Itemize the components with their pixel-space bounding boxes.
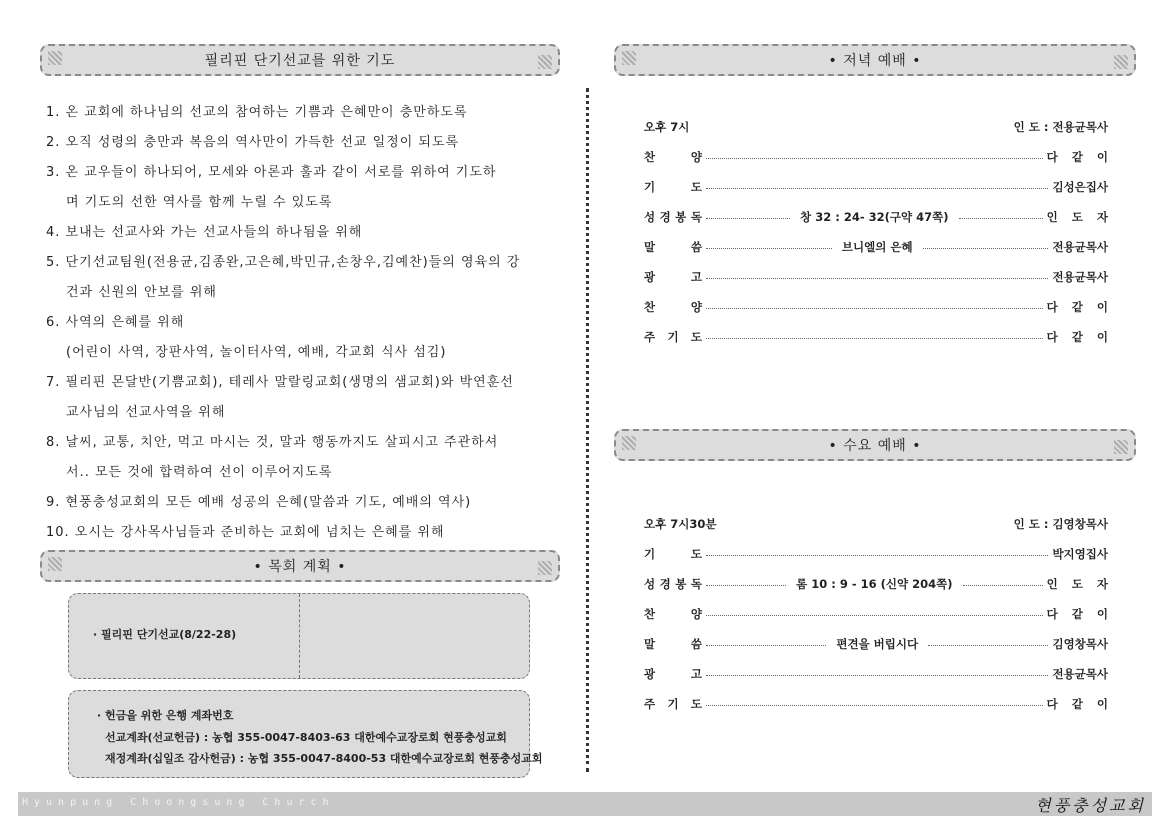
order-label	[644, 149, 702, 165]
plan-header	[40, 550, 560, 582]
order-detail: 창 32 : 24- 32(구약 47쪽)	[800, 210, 949, 224]
order-row	[644, 569, 1114, 599]
order-label-char: 성	[644, 577, 656, 591]
order-label-char: 도	[690, 180, 702, 194]
order-row	[644, 629, 1108, 659]
dot-leader	[923, 248, 1049, 249]
order-detail: 브니엘의 은혜	[841, 240, 913, 254]
order-row	[644, 322, 1113, 352]
prayer-line: 3. 온 교우들이 하나되어, 모세와 아론과 훌과 같이 서로를 위하여 기도하	[46, 165, 497, 180]
order-label-char: 도	[690, 330, 702, 344]
order-row	[644, 232, 1108, 262]
prayer-line: 8. 날씨, 교통, 치안, 먹고 마시는 것, 말과 행동까지도 살피시고 주관하셔	[46, 435, 499, 450]
order-label	[644, 576, 702, 592]
prayer-line: 5. 단기선교팀원(전용균,김종완,고은혜,박민규,손창우,김예찬)들의 영육의 강	[46, 255, 521, 270]
order-label	[644, 329, 702, 345]
wednesday-top-row	[644, 509, 1108, 539]
footer-english-name: Hyunpung Choongsung Church	[22, 797, 335, 808]
order-label-char: 경	[659, 577, 671, 591]
plan-title: • 목회 계획 •	[253, 559, 347, 575]
dot-leader	[706, 338, 1043, 339]
order-label-char: 양	[690, 607, 702, 621]
order-person: 다 같 이	[1046, 607, 1113, 621]
corner-ornament-icon	[48, 51, 62, 65]
dot-leader	[706, 675, 1048, 676]
wednesday-title: • 수요 예배 •	[828, 438, 922, 454]
footer-bar	[18, 792, 1152, 816]
order-row	[644, 202, 1114, 232]
order-label	[644, 299, 702, 315]
dot-leader	[706, 705, 1043, 706]
prayer-line: 7. 필리핀 몬달반(기쁨교회), 테레사 말랄링교회(생명의 샘교회)와 박연훈선	[46, 375, 514, 390]
order-person: 전용균목사	[1052, 667, 1108, 681]
order-label-char: 씀	[690, 240, 702, 254]
dot-leader	[959, 218, 1043, 219]
order-person: 김영창목사	[1052, 637, 1109, 651]
order-label-char: 씀	[690, 637, 702, 651]
order-row	[644, 172, 1108, 202]
order-label-char: 기	[667, 697, 679, 711]
order-label-char: 고	[690, 270, 702, 284]
column-divider	[586, 88, 589, 772]
order-label	[644, 636, 702, 652]
order-label-char: 도	[690, 547, 702, 561]
offering-line-mission: 선교계좌(선교헌금) : 농협 355-0047-8403-63 대한예수교장로회 현풍충성교회	[105, 731, 507, 744]
order-label-char: 성	[644, 210, 656, 224]
wednesday-rows	[644, 539, 1114, 719]
dot-leader	[706, 188, 1048, 189]
order-label-char: 양	[690, 300, 702, 314]
order-person: 인 도 자	[1046, 577, 1114, 591]
dot-leader	[706, 645, 826, 646]
order-person: 다 같 이	[1046, 300, 1113, 314]
evening-top-row	[644, 112, 1108, 142]
plan-item: · 필리핀 단기선교(8/22-28)	[93, 628, 237, 641]
prayer-line: 교사님의 선교사역을 위해	[66, 405, 226, 420]
prayer-line: 10. 오시는 강사목사님들과 준비하는 교회에 넘치는 은혜를 위해	[46, 525, 445, 540]
order-person: 다 같 이	[1046, 330, 1113, 344]
prayer-line: 1. 온 교회에 하나님의 선교의 참여하는 기쁨과 은혜만이 충만하도록	[46, 105, 468, 120]
order-label-char: 봉	[675, 577, 687, 591]
corner-ornament-icon	[538, 561, 552, 575]
dot-leader	[706, 278, 1048, 279]
order-row	[644, 539, 1108, 569]
order-label-char: 광	[644, 667, 656, 681]
order-person: 김성은집사	[1052, 180, 1108, 194]
wednesday-time: 오후 7시30분	[644, 517, 717, 531]
corner-ornament-icon	[622, 436, 636, 450]
order-label-char: 찬	[644, 607, 656, 621]
order-label-char: 주	[644, 330, 656, 344]
order-label-char: 기	[667, 330, 679, 344]
offering-title: · 헌금을 위한 은행 계좌번호	[97, 709, 234, 722]
order-label	[644, 666, 702, 682]
order-detail: 롬 10 : 9 - 16 (신약 204쪽)	[796, 577, 953, 591]
prayer-title: 필리핀 단기선교를 위한 기도	[204, 53, 396, 69]
order-row	[644, 659, 1108, 689]
order-label-char: 찬	[644, 300, 656, 314]
plan-divider	[299, 594, 300, 678]
order-row	[644, 142, 1113, 172]
order-label-char: 양	[690, 150, 702, 164]
dot-leader	[706, 248, 832, 249]
prayer-line: 4. 보내는 선교사와 가는 선교사들의 하나됨을 위해	[46, 225, 363, 240]
order-person: 다 같 이	[1046, 697, 1113, 711]
order-label-char: 도	[690, 697, 702, 711]
prayer-header	[40, 44, 560, 76]
corner-ornament-icon	[622, 51, 636, 65]
dot-leader	[706, 308, 1043, 309]
evening-time: 오후 7시	[644, 120, 690, 134]
corner-ornament-icon	[48, 557, 62, 571]
order-label-char: 독	[690, 210, 702, 224]
corner-ornament-icon	[1114, 440, 1128, 454]
wednesday-order	[644, 509, 1114, 719]
dot-leader	[706, 218, 790, 219]
prayer-line: 며 기도의 선한 역사를 함께 누릴 수 있도록	[66, 195, 333, 210]
offering-line-finance: 재정계좌(십일조 감사헌금) : 농협 355-0047-8400-53 대한예수교장로회 현풍충성교회	[105, 752, 543, 765]
order-label-char: 고	[690, 667, 702, 681]
order-label-char: 기	[644, 547, 656, 561]
order-label	[644, 179, 702, 195]
order-label-char: 기	[644, 180, 656, 194]
dot-leader	[706, 158, 1043, 159]
prayer-list	[46, 98, 556, 548]
order-label	[644, 696, 702, 712]
dot-leader	[706, 585, 786, 586]
corner-ornament-icon	[1114, 55, 1128, 69]
evening-header	[614, 44, 1136, 76]
evening-title: • 저녁 예배 •	[828, 53, 922, 69]
order-label-char: 찬	[644, 150, 656, 164]
prayer-line: 9. 현풍충성교회의 모든 예배 성공의 은혜(말씀과 기도, 예배의 역사)	[46, 495, 472, 510]
offering-box	[68, 690, 543, 778]
prayer-line: 서.. 모든 것에 합력하여 선이 이루어지도록	[66, 465, 333, 480]
order-person: 인 도 자	[1046, 210, 1114, 224]
order-row	[644, 599, 1113, 629]
wednesday-leader: 인 도 : 김영창목사	[1013, 517, 1108, 531]
plan-box	[68, 593, 530, 679]
order-label-char: 주	[644, 697, 656, 711]
order-label	[644, 269, 702, 285]
order-person: 다 같 이	[1046, 150, 1113, 164]
order-row	[644, 262, 1108, 292]
dot-leader	[963, 585, 1043, 586]
order-label	[644, 239, 702, 255]
order-label-char: 독	[690, 577, 702, 591]
order-person: 박지영집사	[1052, 547, 1108, 561]
prayer-line: 6. 사역의 은혜를 위해	[46, 315, 185, 330]
prayer-line: 건과 신원의 안보를 위해	[66, 285, 217, 300]
prayer-line: (어린이 사역, 장판사역, 놀이터사역, 예배, 각교회 식사 섬김)	[66, 345, 447, 360]
order-person: 전용균목사	[1052, 240, 1108, 254]
evening-rows	[644, 142, 1114, 352]
order-row	[644, 689, 1113, 719]
evening-order	[644, 112, 1114, 352]
order-label-char: 말	[644, 240, 656, 254]
order-label-char: 광	[644, 270, 656, 284]
evening-leader: 인 도 : 전용균목사	[1013, 120, 1108, 134]
corner-ornament-icon	[538, 55, 552, 69]
order-detail: 편견을 버립시다	[836, 637, 919, 651]
dot-leader	[928, 645, 1048, 646]
order-person: 전용균목사	[1052, 270, 1108, 284]
order-row	[644, 292, 1113, 322]
wednesday-header	[614, 429, 1136, 461]
order-label	[644, 606, 702, 622]
footer-korean-name: 현풍충성교회	[1035, 796, 1146, 815]
order-label	[644, 209, 702, 225]
order-label-char: 경	[659, 210, 671, 224]
order-label-char: 봉	[675, 210, 687, 224]
order-label-char: 말	[644, 637, 656, 651]
dot-leader	[706, 615, 1043, 616]
order-label	[644, 546, 702, 562]
prayer-line: 2. 오직 성령의 충만과 복음의 역사만이 가득한 선교 일정이 되도록	[46, 135, 460, 150]
dot-leader	[706, 555, 1048, 556]
